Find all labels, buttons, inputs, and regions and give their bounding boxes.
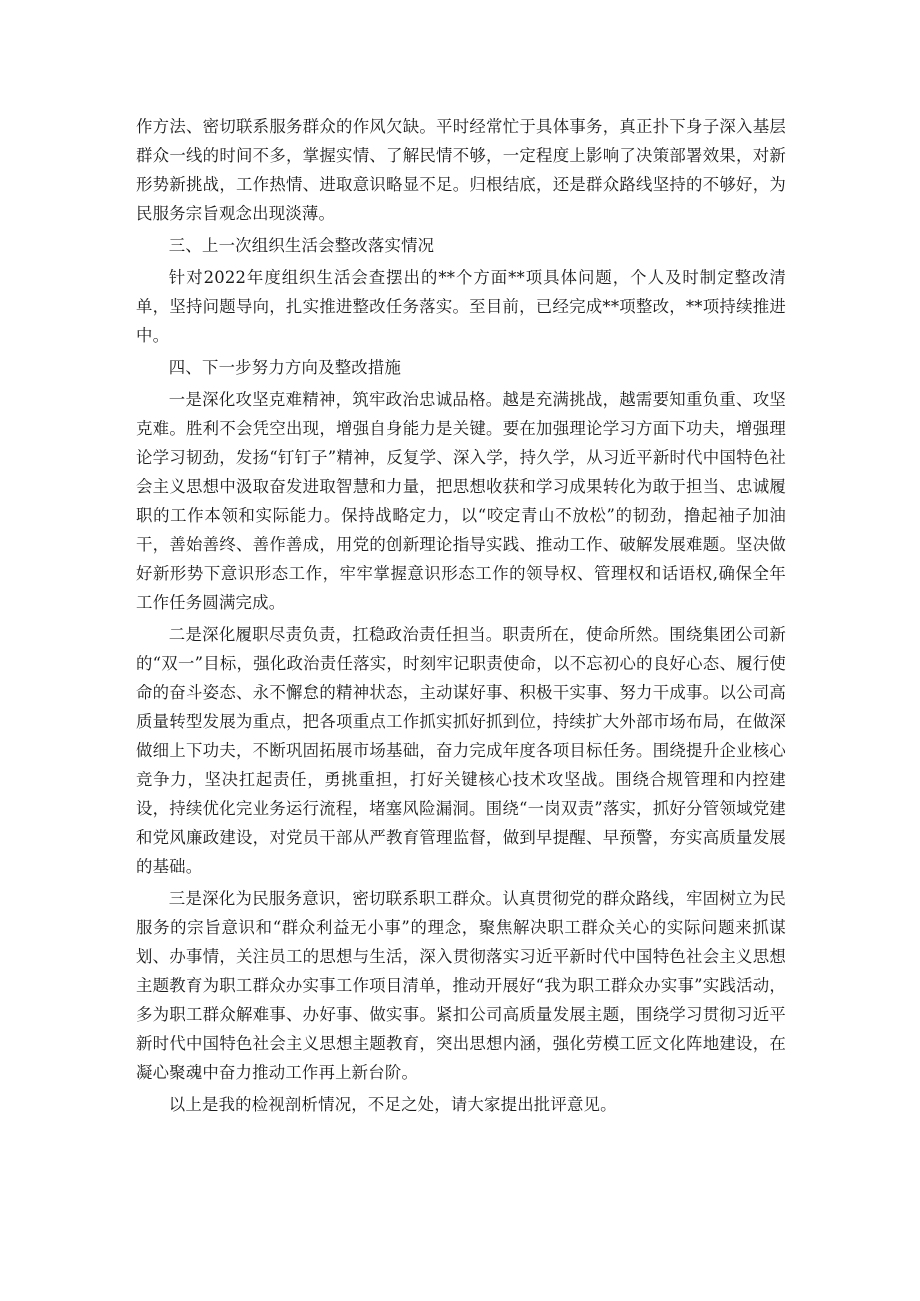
measure-1-paragraph: 一是深化攻坚克难精神，筑牢政治忠诚品格。越是充满挑战，越需要知重负重、攻坚克难。胜利不会凭空出现，增强自身能力是关键。要在加强理论学习方面下功夫，增强理论学习韧劲，发扬“钉钉子”精神，反复学、深入学，持久学，从习近平新时代中国特色社会主义思想中汲取奋发进取智慧和力量，把思想收获和学习成果转化为敢于担当、忠诚履职的工作本领和实际能力。保持战略定力，以“咬定青山不放松”的韧劲，撸起袖子加油干，善始善终、善作善成，用党的创新理论指导实践、推动工作、破解发展难题。坚决做好新形势下意识形态工作，牢牢掌握意识形态工作的领导权、管理权和话语权,确保全年工作任务圆满完成。 — [136, 390, 786, 612]
closing-paragraph: 以上是我的检视剖析情况，不足之处，请大家提出批评意见。 — [168, 1095, 617, 1114]
document-body — [136, 112, 786, 1119]
continuation-paragraph: 作方法、密切联系服务群众的作风欠缺。平时经常忙于具体事务，真正扑下身子深入基层群众一线的时间不多，掌握实情、了解民情不够，一定程度上影响了决策部署效果，对新形势新挑战，工作热情、进取意识略显不足。归根结底，还是群众路线坚持的不够好，为民服务宗旨观念出现淡薄。 — [136, 117, 786, 223]
measure-3-paragraph: 三是深化为民服务意识，密切联系职工群众。认真贯彻党的群众路线，牢固树立为民服务的宗旨意识和“群众利益无小事”的理念，聚焦解决职工群众关心的实际问题来抓谋划、办事情，关注员工的思想与生活，深入贯彻落实习近平新时代中国特色社会主义思想主题教育为职工群众办实事工作项目清单，推动开展好“我为职工群众办实事”实践活动，多为职工群众解难事、办好事、做实事。紧扣公司高质量发展主题，围绕学习贯彻习近平新时代中国特色社会主义思想主题教育，突出思想内涵，强化劳模工匠文化阵地建设，在凝心聚魂中奋力推动工作再上新台阶。 — [136, 889, 786, 1082]
section-3-paragraph: 针对2022年度组织生活会查摆出的**个方面**项具体问题，个人及时制定整改清单，坚持问题导向，扎实推进整改任务落实。至目前，已经完成**项整改，**项持续推进中。 — [136, 268, 786, 345]
measure-2-paragraph: 二是深化履职尽责负责，扛稳政治责任担当。职责所在，使命所然。围绕集团公司新的“双一”目标，强化政治责任落实，时刻牢记职责使命，以不忘初心的良好心态、履行使命的奋斗姿态、永不懈怠的精神状态，主动谋好事、积极干实事、努力干成事。以公司高质量转型发展为重点，把各项重点工作抓实抓好抓到位，持续扩大外部市场布局，在做深做细上下功夫，不断巩固拓展市场基础，奋力完成年度各项目标任务。围绕提升企业核心竞争力，坚决扛起责任，勇挑重担，打好关键核心技术攻坚战。围绕合规管理和内控建设，持续优化完业务运行流程，堵塞风险漏洞。围绕“一岗双责”落实，抓好分管领域党建和党风廉政建设，对党员干部从严教育管理监督，做到早提醒、早预警，夯实高质量发展的基础。 — [136, 625, 786, 876]
section-3-heading: 三、上一次组织生活会整改落实情况 — [168, 236, 435, 255]
section-4-heading: 四、下一步努力方向及整改措施 — [168, 358, 402, 377]
